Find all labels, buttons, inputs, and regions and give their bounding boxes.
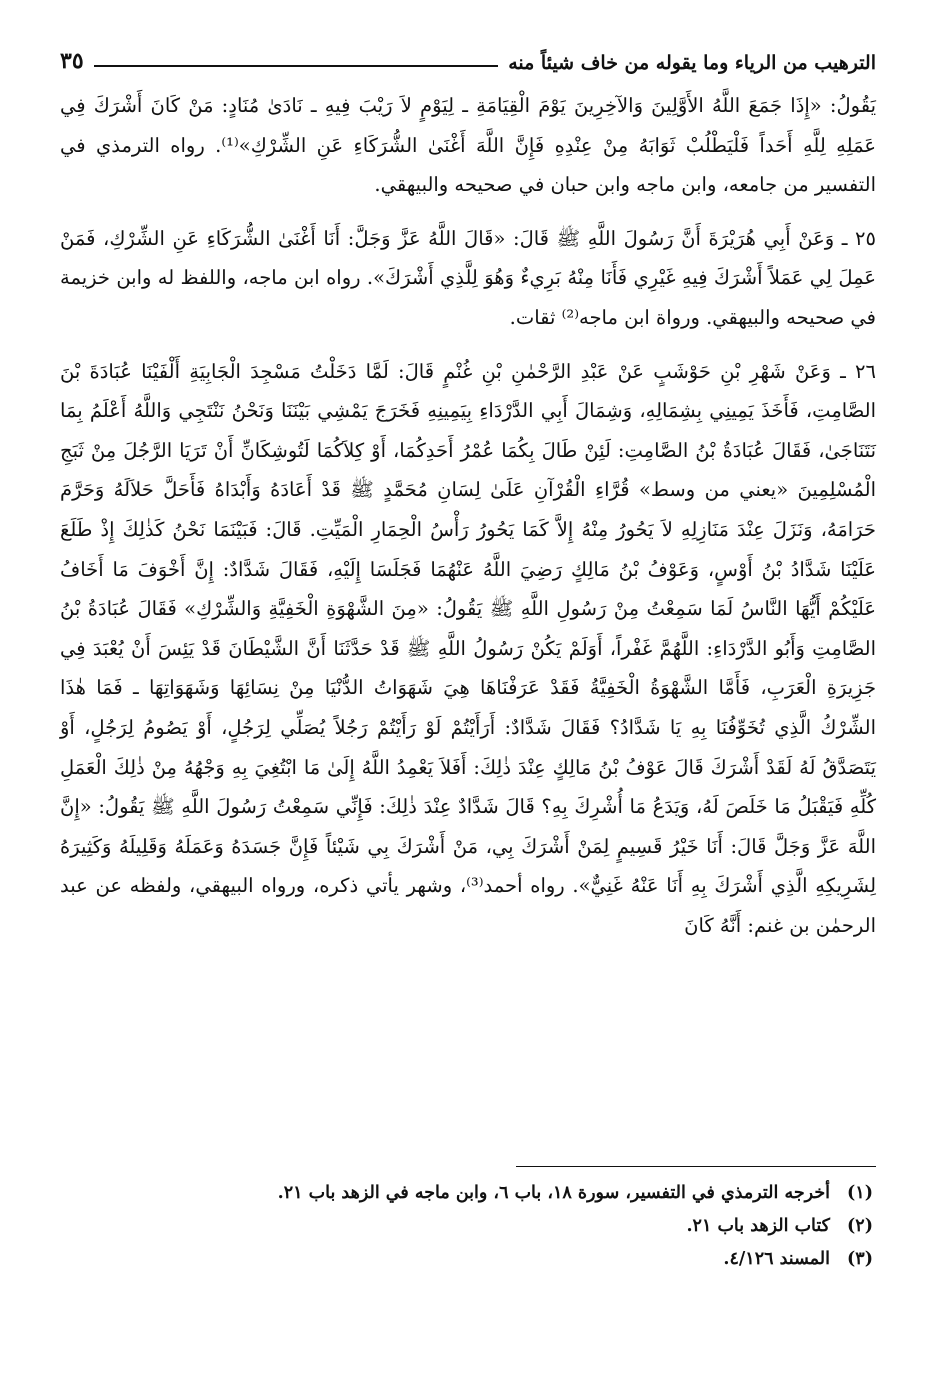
paragraph-continuation: يَقُولُ: «إِذَا جَمَعَ اللَّهُ الأَوَّلِينَ وَالآخِرِينَ يَوْمَ الْقِيَامَةِ ـ لِيَوْمٍ لاَ رَيْبَ فِيهِ ـ نَادَىٰ مُنَادٍ: مَنْ كَانَ أَشْرَكَ فِي عَمَلِهِ لِلَّهِ أَحَداً فَلْيَطْلُبْ ثَوَابَهُ مِنْ عِنْدِهِ فَإِنَّ اللَّهَ أَغْنَىٰ الشُّرَكَاءِ عَنِ الشِّرْكِ»⁽¹⁾. رواه الترمذي في التفسير من جامعه، وابن ماجه وابن حبان في صحيحه والبيهقي.: [60, 94, 876, 197]
book-page: [60, 38, 876, 1335]
footnote-item: [60, 1210, 876, 1243]
paragraph-hadith-26: ٢٦ ـ وَعَنْ شَهْرِ بْنِ حَوْشَبٍ عَنْ عَبْدِ الرَّحْمٰنِ بْنِ غُنْمٍ قَالَ: لَمَّا دَخَلْتُ مَسْجِدَ الْجَابِيَةِ أَلْفَيْنَا عُبَادَةَ بْنَ الصَّامِتِ، فَأَخَذَ يَمِينِي بِشِمَالِهِ، وَشِمَالَ أَبِي الدَّرْدَاءِ بِيَمِينِهِ فَخَرَجَ يَمْشِي بَيْنَنَا وَنَحْنُ نَنْتَجِي وَاللَّهُ أَعْلَمُ بِمَا نَتَنَاجَىٰ، فَقَالَ عُبَادَةُ بْنُ الصَّامِتِ: لَئِنْ طَالَ بِكُمَا عُمْرُ أَحَدِكُمَا، أَوْ كِلاَكُمَا لَتُوشِكَانِّ أَنْ تَرَيَا الرَّجُلَ مِنْ ثَبَجِ الْمُسْلِمِينَ «يعني من وسط» قُرَّاءِ الْقُرْآنِ عَلَىٰ لِسَانِ مُحَمَّدٍ ﷺ قَدْ أَعَادَهُ وَأَبْدَاهُ فَأَحَلَّ حَلاَلَهُ وَحَرَّمَ حَرَامَهُ، وَنَزَلَ عِنْدَ مَنَازِلِهِ لاَ يَحُورُ مِنْهُ إِلاَّ كَمَا يَحُورُ رَأْسُ الْحِمَارِ الْمَيِّتِ. قَالَ: فَبَيْنَمَا نَحْنُ كَذٰلِكَ إِذْ طَلَعَ عَلَيْنَا شَدَّادُ بْنُ أَوْسٍ، وَعَوْفُ بْنُ مَالِكٍ رَضِيَ اللَّهُ عَنْهُمَا فَجَلَسَا إِلَيْهِ، فَقَالَ شَدَّادٌ: إِنَّ أَخْوَفَ مَا أَخَافُ عَلَيْكُمْ أَيُّهَا النَّاسُ لَمَا سَمِعْتُ مِنْ رَسُولِ اللَّهِ ﷺ يَقُولُ: «مِنَ الشَّهْوَةِ الْخَفِيَّةِ وَالشِّرْكِ» فَقَالَ عُبَادَةُ بْنُ الصَّامِتِ وَأَبُو الدَّرْدَاءِ: اللَّهُمَّ غَفْراً، أَوَلَمْ يَكُنْ رَسُولُ اللَّهِ ﷺ قَدْ حَدَّثَنَا أَنَّ الشَّيْطَانَ قَدْ يَئِسَ أَنْ يُعْبَدَ فِي جَزِيرَةِ الْعَرَبِ، فَأَمَّا الشَّهْوَةُ الْخَفِيَّةُ فَقَدْ عَرَفْنَاهَا هِيَ شَهَوَاتُ الدُّنْيَا مِنْ نِسَائِهَا وَشَهَوَاتِهَا ـ فَمَا هٰذَا الشِّرْكُ الَّذِي تُخَوِّفُنَا بِهِ يَا شَدَّادُ؟ فَقَالَ شَدَّادٌ: أَرَأَيْتُمْ لَوْ رَأَيْتُمْ رَجُلاً يُصَلِّي لِرَجُلٍ، أَوْ يَصُومُ لِرَجُلٍ، أَوْ يَتَصَدَّقُ لَهُ لَقَدْ أَشْرَكَ قَالَ عَوْفُ بْنُ مَالِكٍ عِنْدَ ذٰلِكَ: أَفَلاَ يَعْمِدُ اللَّهُ إِلَىٰ مَا ابْتُغِيَ بِهِ وَجْهُهُ مِنْ ذٰلِكَ الْعَمَلِ كُلِّهِ فَيَقْبَلُ مَا خَلَصَ لَهُ، وَيَدَعُ مَا أُشْرِكَ بِهِ؟ قَالَ شَدَّادٌ عِنْدَ ذٰلِكَ: فَإِنِّي سَمِعْتُ رَسُولَ اللَّهِ ﷺ يَقُولُ: «إِنَّ اللَّهَ عَزَّ وَجَلَّ قَالَ: أَنَا خَيْرُ قَسِيمٍ لِمَنْ أَشْرَكَ بِي، مَنْ أَشْرَكَ بِي شَيْئاً فَإِنَّ جَسَدَهُ وَعَمَلَهُ وَقَلِيلَهُ وَكَثِيرَهُ لِشَرِيكِهِ الَّذِي أَشْرَكَ بِهِ أَنَا عَنْهُ غَنِيٌّ». رواه أحمد⁽³⁾، وشهر يأتي ذكره، ورواه البيهقي، ولفظه عن عبد الرحمٰن بن غنم: أَنَّهُ كَانَ: [60, 359, 877, 937]
footnote-number: (٣): [847, 1249, 873, 1269]
footnotes: [60, 1166, 876, 1276]
footnote-number: (٢): [847, 1216, 873, 1236]
header-rule: [94, 65, 499, 67]
footnote-item: [60, 1243, 876, 1276]
footnote-text: أخرجه الترمذي في التفسير، سورة ١٨، باب ٦، وابن ماجه في الزهد باب ٢١.: [277, 1183, 830, 1203]
footnote-rule: [516, 1166, 876, 1167]
footnote-item: [60, 1177, 876, 1210]
main-text: [60, 86, 876, 945]
chapter-title: الترهيب من الرياء وما يقوله من خاف شيئاً منه: [508, 52, 876, 74]
paragraph-hadith-25: ٢٥ ـ وَعَنْ أَبِي هُرَيْرَةَ أَنَّ رَسُولَ اللَّهِ ﷺ قَالَ: «قَالَ اللَّهُ عَزَّ وَجَلَّ: أَنَا أَغْنَىٰ الشُّرَكَاءِ عَنِ الشِّرْكِ، فَمَنْ عَمِلَ لِي عَمَلاً أَشْرَكَ فِيهِ غَيْرِي فَأَنَا مِنْهُ بَرِيءٌ وَهُوَ لِلَّذِي أَشْرَكَ». رواه ابن ماجه، واللفظ له وابن خزيمة في صحيحه والبيهقي. ورواة ابن ماجه⁽²⁾ ثقات.: [60, 226, 876, 329]
running-header: [60, 38, 876, 74]
footnote-number: (١): [847, 1183, 873, 1203]
page-number: ٣٥: [60, 48, 84, 74]
footnote-text: كتاب الزهد باب ٢١.: [686, 1216, 830, 1236]
footnote-text: المسند ٤/١٢٦.: [723, 1249, 830, 1269]
